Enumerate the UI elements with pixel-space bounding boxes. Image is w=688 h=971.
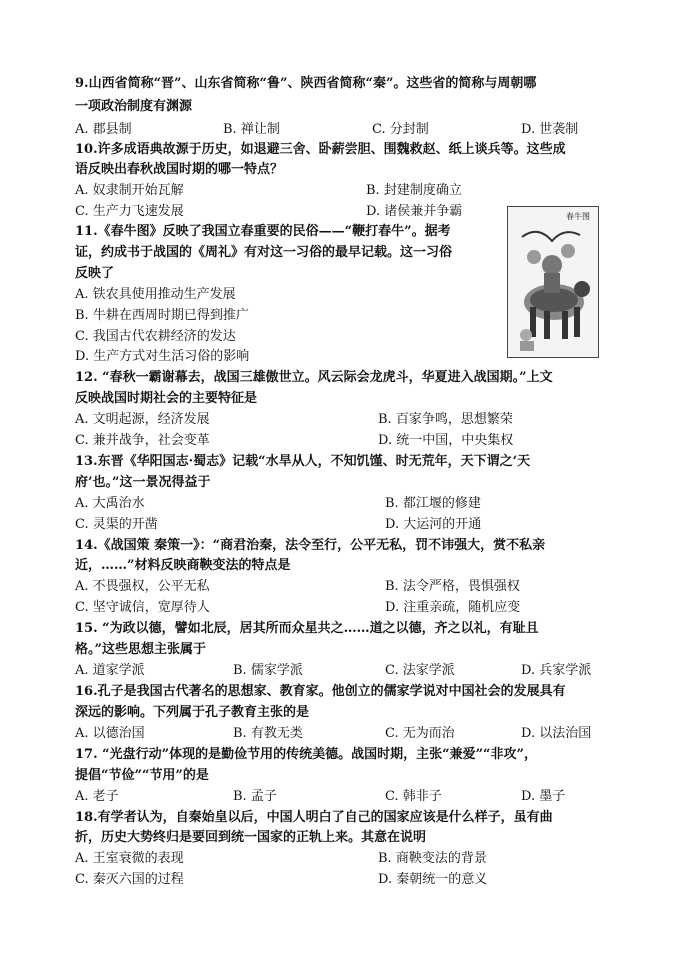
question-15-option-c: C. 法家学派 — [385, 663, 455, 678]
question-17-line-1: 17. “光盘行动”体现的是勤俭节用的传统美德。战国时期，主张“兼爱”“非攻”， — [75, 747, 538, 762]
question-16-option-b: B. 有教无类 — [233, 726, 303, 741]
question-9-option-b: B. 禅让制 — [223, 122, 280, 137]
question-17-option-d: D. 墨子 — [521, 789, 566, 804]
question-13-line-2: 府’也。”这一景况得益于 — [75, 475, 211, 490]
question-16-line-1: 16.孔子是我国古代著名的思想家、教育家。他创立的儒家学说对中国社会的发展具有 — [75, 684, 566, 699]
question-17-line-2: 提倡“节俭”“节用”的是 — [75, 768, 209, 783]
question-15-line-1: 15. “为政以德，譬如北辰，居其所而众星共之……道之以德，齐之以礼，有耻且 — [75, 621, 539, 636]
question-9-option-a: A. 郡县制 — [75, 122, 132, 137]
question-13-option-d: D. 大运河的开通 — [385, 517, 482, 532]
question-18-option-c: C. 秦灭六国的过程 — [75, 872, 184, 887]
question-14-option-b: B. 法令严格，畏惧强权 — [385, 579, 520, 594]
question-14-option-d: D. 注重亲疏，随机应变 — [385, 600, 521, 615]
question-14-line-1: 14.《战国策 秦策一》：“商君治秦，法令至行，公平无私，罚不讳强大，赏不私亲 — [75, 538, 546, 553]
question-16-option-c: C. 无为而治 — [385, 726, 455, 741]
question-14-line-2: 近，……”材料反映商鞅变法的特点是 — [75, 558, 291, 573]
question-18-option-a: A. 王室衰微的表现 — [75, 851, 184, 866]
question-10-option-c: C. 生产力飞速发展 — [75, 204, 184, 219]
question-12-option-b: B. 百家争鸣，思想繁荣 — [378, 412, 513, 427]
question-10-line-1: 10.许多成语典故源于历史，如退避三舍、卧薪尝胆、围魏救赵、纸上谈兵等。这些成 — [75, 142, 566, 157]
question-11-option-d: D. 生产方式对生活习俗的影响 — [75, 349, 250, 364]
question-9-option-c: C. 分封制 — [372, 122, 429, 137]
question-11-option-c: C. 我国古代农耕经济的发达 — [75, 329, 236, 344]
question-12-line-2: 反映战国时期社会的主要特征是 — [75, 391, 258, 406]
question-18-option-d: D. 秦朝统一的意义 — [378, 872, 488, 887]
question-10-option-d: D. 诸侯兼并争霸 — [366, 204, 463, 219]
question-11-option-b: B. 牛耕在西周时期已得到推广 — [75, 308, 249, 323]
question-18-line-2: 折，历史大势终归是要回到统一国家的正轨上来。其意在说明 — [75, 830, 427, 845]
spring-ox-illustration — [507, 206, 599, 358]
question-9-line-2: 一项政治制度有渊源 — [75, 99, 193, 114]
question-13-option-c: C. 灵渠的开凿 — [75, 517, 158, 532]
question-11-option-a: A. 铁农具使用推动生产发展 — [75, 287, 236, 302]
question-12-line-1: 12. “春秋一霸谢幕去，战国三雄傲世立。风云际会龙虎斗，华夏进入战国期。”上文 — [75, 370, 553, 385]
question-11-line-3: 反映了 — [75, 266, 115, 281]
question-11-line-2: 证，约成书于战国的《周礼》有对这一习俗的最早记载。这一习俗 — [75, 245, 453, 260]
question-11-line-1: 11.《春牛图》反映了我国立春重要的民俗——“鞭打春牛”。据考 — [75, 224, 451, 239]
question-15-option-a: A. 道家学派 — [75, 663, 145, 678]
question-12-option-d: D. 统一中国，中央集权 — [378, 433, 514, 448]
question-17-option-b: B. 孟子 — [233, 789, 277, 804]
question-9-option-d: D. 世袭制 — [521, 122, 579, 137]
question-14-option-a: A. 不畏强权，公平无私 — [75, 579, 210, 594]
question-9-line-1: 9.山西省简称“晋”、山东省简称“鲁”、陕西省简称“秦”。这些省的简称与周朝哪 — [75, 76, 537, 91]
question-13-option-b: B. 都江堰的修建 — [385, 496, 481, 511]
question-13-line-1: 13.东晋《华阳国志·蜀志》记载“水旱从人，不知饥馑、时无荒年，天下谓之‘天 — [75, 454, 531, 469]
question-17-option-c: C. 韩非子 — [385, 789, 442, 804]
question-10-option-a: A. 奴隶制开始瓦解 — [75, 183, 184, 198]
question-10-option-b: B. 封建制度确立 — [366, 183, 462, 198]
question-16-option-a: A. 以德治国 — [75, 726, 145, 741]
question-17-option-a: A. 老子 — [75, 789, 119, 804]
question-15-line-2: 格。”这些思想主张属于 — [75, 642, 206, 657]
spring-ox-image — [508, 207, 598, 357]
question-18-option-b: B. 商鞅变法的背景 — [378, 851, 487, 866]
spring-ox-caption: 春牛图 — [566, 212, 590, 221]
question-15-option-d: D. 兵家学派 — [521, 663, 592, 678]
question-12-option-c: C. 兼并战争，社会变革 — [75, 433, 210, 448]
question-14-option-c: C. 坚守诚信，宽厚待人 — [75, 600, 210, 615]
question-18-line-1: 18.有学者认为，自秦始皇以后，中国人明白了自己的国家应该是什么样子，虽有曲 — [75, 810, 553, 825]
question-15-option-b: B. 儒家学派 — [233, 663, 303, 678]
question-16-line-2: 深远的影响。下列属于孔子教育主张的是 — [75, 705, 310, 720]
question-16-option-d: D. 以法治国 — [521, 726, 592, 741]
question-12-option-a: A. 文明起源，经济发展 — [75, 412, 210, 427]
question-10-line-2: 语反映出春秋战国时期的哪一特点？ — [75, 162, 284, 177]
question-13-option-a: A. 大禹治水 — [75, 496, 145, 511]
